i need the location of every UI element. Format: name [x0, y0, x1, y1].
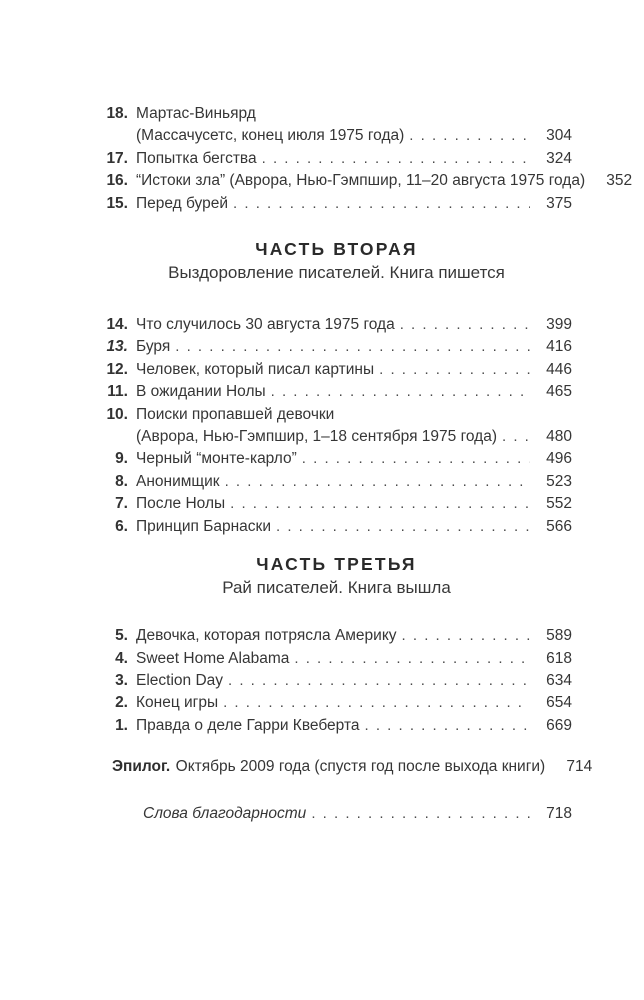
- chapter-title: Что случилось 30 августа 1975 года: [136, 316, 395, 334]
- page-number: 718: [546, 804, 572, 822]
- chapter-title: “Истоки зла” (Аврора, Нью-Гэмпшир, 11–20 августа 1975 года): [136, 172, 586, 190]
- chapter-title: Буря: [136, 338, 171, 356]
- toc-entry-3: [101, 670, 572, 692]
- toc-entry-1: [101, 715, 572, 737]
- chapter-title: Правда о деле Гарри Квеберта: [136, 716, 360, 734]
- toc-entry-12: [101, 359, 572, 381]
- page-number: 669: [546, 716, 572, 734]
- chapter-number: 1.: [115, 716, 128, 734]
- chapter-number: 18.: [106, 105, 128, 122]
- page-number: 324: [546, 149, 572, 167]
- toc-entry-2: [101, 692, 572, 714]
- dot-leader: [400, 314, 530, 336]
- page-number: 552: [546, 495, 572, 513]
- dot-leader: [276, 516, 530, 538]
- chapter-number: 7.: [115, 495, 128, 513]
- chapter-subtitle: (Массачусетс, конец июля 1975 года): [136, 127, 405, 145]
- chapter-number: 17.: [106, 149, 128, 167]
- dot-leader: [302, 448, 530, 470]
- toc-entry-18-line1: [101, 103, 572, 125]
- dot-leader: [379, 359, 530, 381]
- page-number: 399: [546, 316, 572, 334]
- toc-list-part1: [101, 103, 633, 215]
- dot-leader: [409, 125, 530, 147]
- toc-entry-4: [101, 648, 572, 670]
- dot-leader: [225, 471, 530, 493]
- epilogue-title: Октябрь 2009 года (спустя год после выхода книги): [175, 758, 546, 776]
- dot-leader: [233, 193, 530, 215]
- toc-entry-7: [101, 493, 572, 515]
- toc-entry-8: [101, 471, 572, 493]
- chapter-number: 12.: [106, 360, 128, 378]
- chapter-title: Sweet Home Alabama: [136, 649, 290, 667]
- page-number: 714: [566, 758, 593, 776]
- toc-entry-9: [101, 448, 572, 470]
- chapter-number: 14.: [106, 316, 128, 334]
- page-number: 634: [546, 671, 572, 689]
- dot-leader: [271, 381, 530, 403]
- dot-leader: [365, 715, 531, 737]
- page-number: 375: [546, 194, 572, 212]
- page-number: 589: [546, 627, 572, 645]
- page-number: 304: [546, 127, 572, 145]
- toc-entry-epilogue: [101, 756, 593, 778]
- dot-leader: [223, 692, 530, 714]
- part-three-heading: [101, 552, 572, 600]
- page-number: 566: [546, 517, 572, 535]
- toc-entry-10-line2: [101, 426, 572, 448]
- toc-entry-16: [101, 170, 633, 192]
- page-number: 618: [546, 649, 572, 667]
- toc-entry-11: [101, 381, 572, 403]
- part-title: ЧАСТЬ ВТОРАЯ: [255, 239, 418, 260]
- dot-leader: [502, 426, 530, 448]
- toc-entry-acknowledgments: [101, 803, 572, 825]
- part-title: ЧАСТЬ ТРЕТЬЯ: [256, 554, 417, 575]
- page-number: 496: [546, 450, 572, 468]
- chapter-number: 10.: [106, 405, 128, 423]
- part-two-heading: [101, 237, 572, 285]
- dot-leader: [230, 493, 530, 515]
- page-number: 654: [546, 694, 572, 712]
- chapter-title: Черный “монте-карло”: [136, 450, 297, 468]
- chapter-number: 6.: [115, 517, 128, 535]
- chapter-title: Конец игры: [136, 694, 219, 712]
- dot-leader: [294, 648, 530, 670]
- part-subtitle: Выздоровление писателей. Книга пишется: [168, 263, 505, 283]
- chapter-title: Election Day: [136, 671, 224, 689]
- chapter-title: После Нолы: [136, 495, 226, 513]
- chapter-title: Человек, который писал картины: [136, 360, 375, 378]
- chapter-title: В ожидании Нолы: [136, 383, 266, 401]
- chapter-subtitle: (Аврора, Нью-Гэмпшир, 1–18 сентября 1975 года): [136, 428, 498, 446]
- page-number: 416: [546, 338, 572, 356]
- toc-entry-14: [101, 314, 572, 336]
- chapter-number: 9.: [115, 450, 128, 468]
- dot-leader: [311, 803, 536, 825]
- chapter-number: 4.: [115, 649, 128, 667]
- page-number: 465: [546, 383, 572, 401]
- chapter-number: 2.: [115, 694, 128, 712]
- chapter-title: Анонимщик: [136, 472, 220, 490]
- dot-leader: [228, 670, 530, 692]
- dot-leader: [262, 148, 530, 170]
- chapter-number: 3.: [115, 671, 128, 689]
- chapter-title: Перед бурей: [136, 194, 229, 212]
- chapter-number: 15.: [106, 194, 128, 212]
- chapter-number: 16.: [106, 172, 128, 190]
- chapter-number: 11.: [107, 383, 128, 401]
- chapter-title: Поиски пропавшей девочки: [136, 405, 335, 423]
- chapter-number: 13.: [106, 338, 128, 356]
- chapter-title: Девочка, которая потрясла Америку: [136, 627, 397, 645]
- acknowledgments-title: Слова благодарности: [143, 804, 307, 822]
- dot-leader: [402, 625, 530, 647]
- page-number: 480: [546, 428, 572, 446]
- page-number: 446: [546, 360, 572, 378]
- part-subtitle: Рай писателей. Книга вышла: [222, 578, 451, 598]
- toc-entry-5: [101, 625, 572, 647]
- page-number: 523: [546, 472, 572, 490]
- toc-list-part2: [101, 314, 572, 538]
- dot-leader: [175, 336, 530, 358]
- chapter-title: Принцип Барнаски: [136, 517, 271, 535]
- epilogue-label: Эпилог.: [112, 758, 171, 776]
- toc-list-part3: [101, 625, 572, 737]
- toc-entry-13: [101, 336, 572, 358]
- toc-entry-18-line2: [101, 125, 572, 147]
- toc-entry-10-line1: [101, 404, 572, 426]
- toc-entry-6: [101, 516, 572, 538]
- toc-entry-17: [101, 148, 572, 170]
- chapter-title: Попытка бегства: [136, 149, 257, 167]
- page-number: 352: [606, 172, 633, 190]
- chapter-title: Мартас-Виньярд: [136, 105, 256, 122]
- toc-entry-15: [101, 193, 572, 215]
- chapter-number: 5.: [115, 627, 128, 645]
- chapter-number: 8.: [115, 472, 128, 490]
